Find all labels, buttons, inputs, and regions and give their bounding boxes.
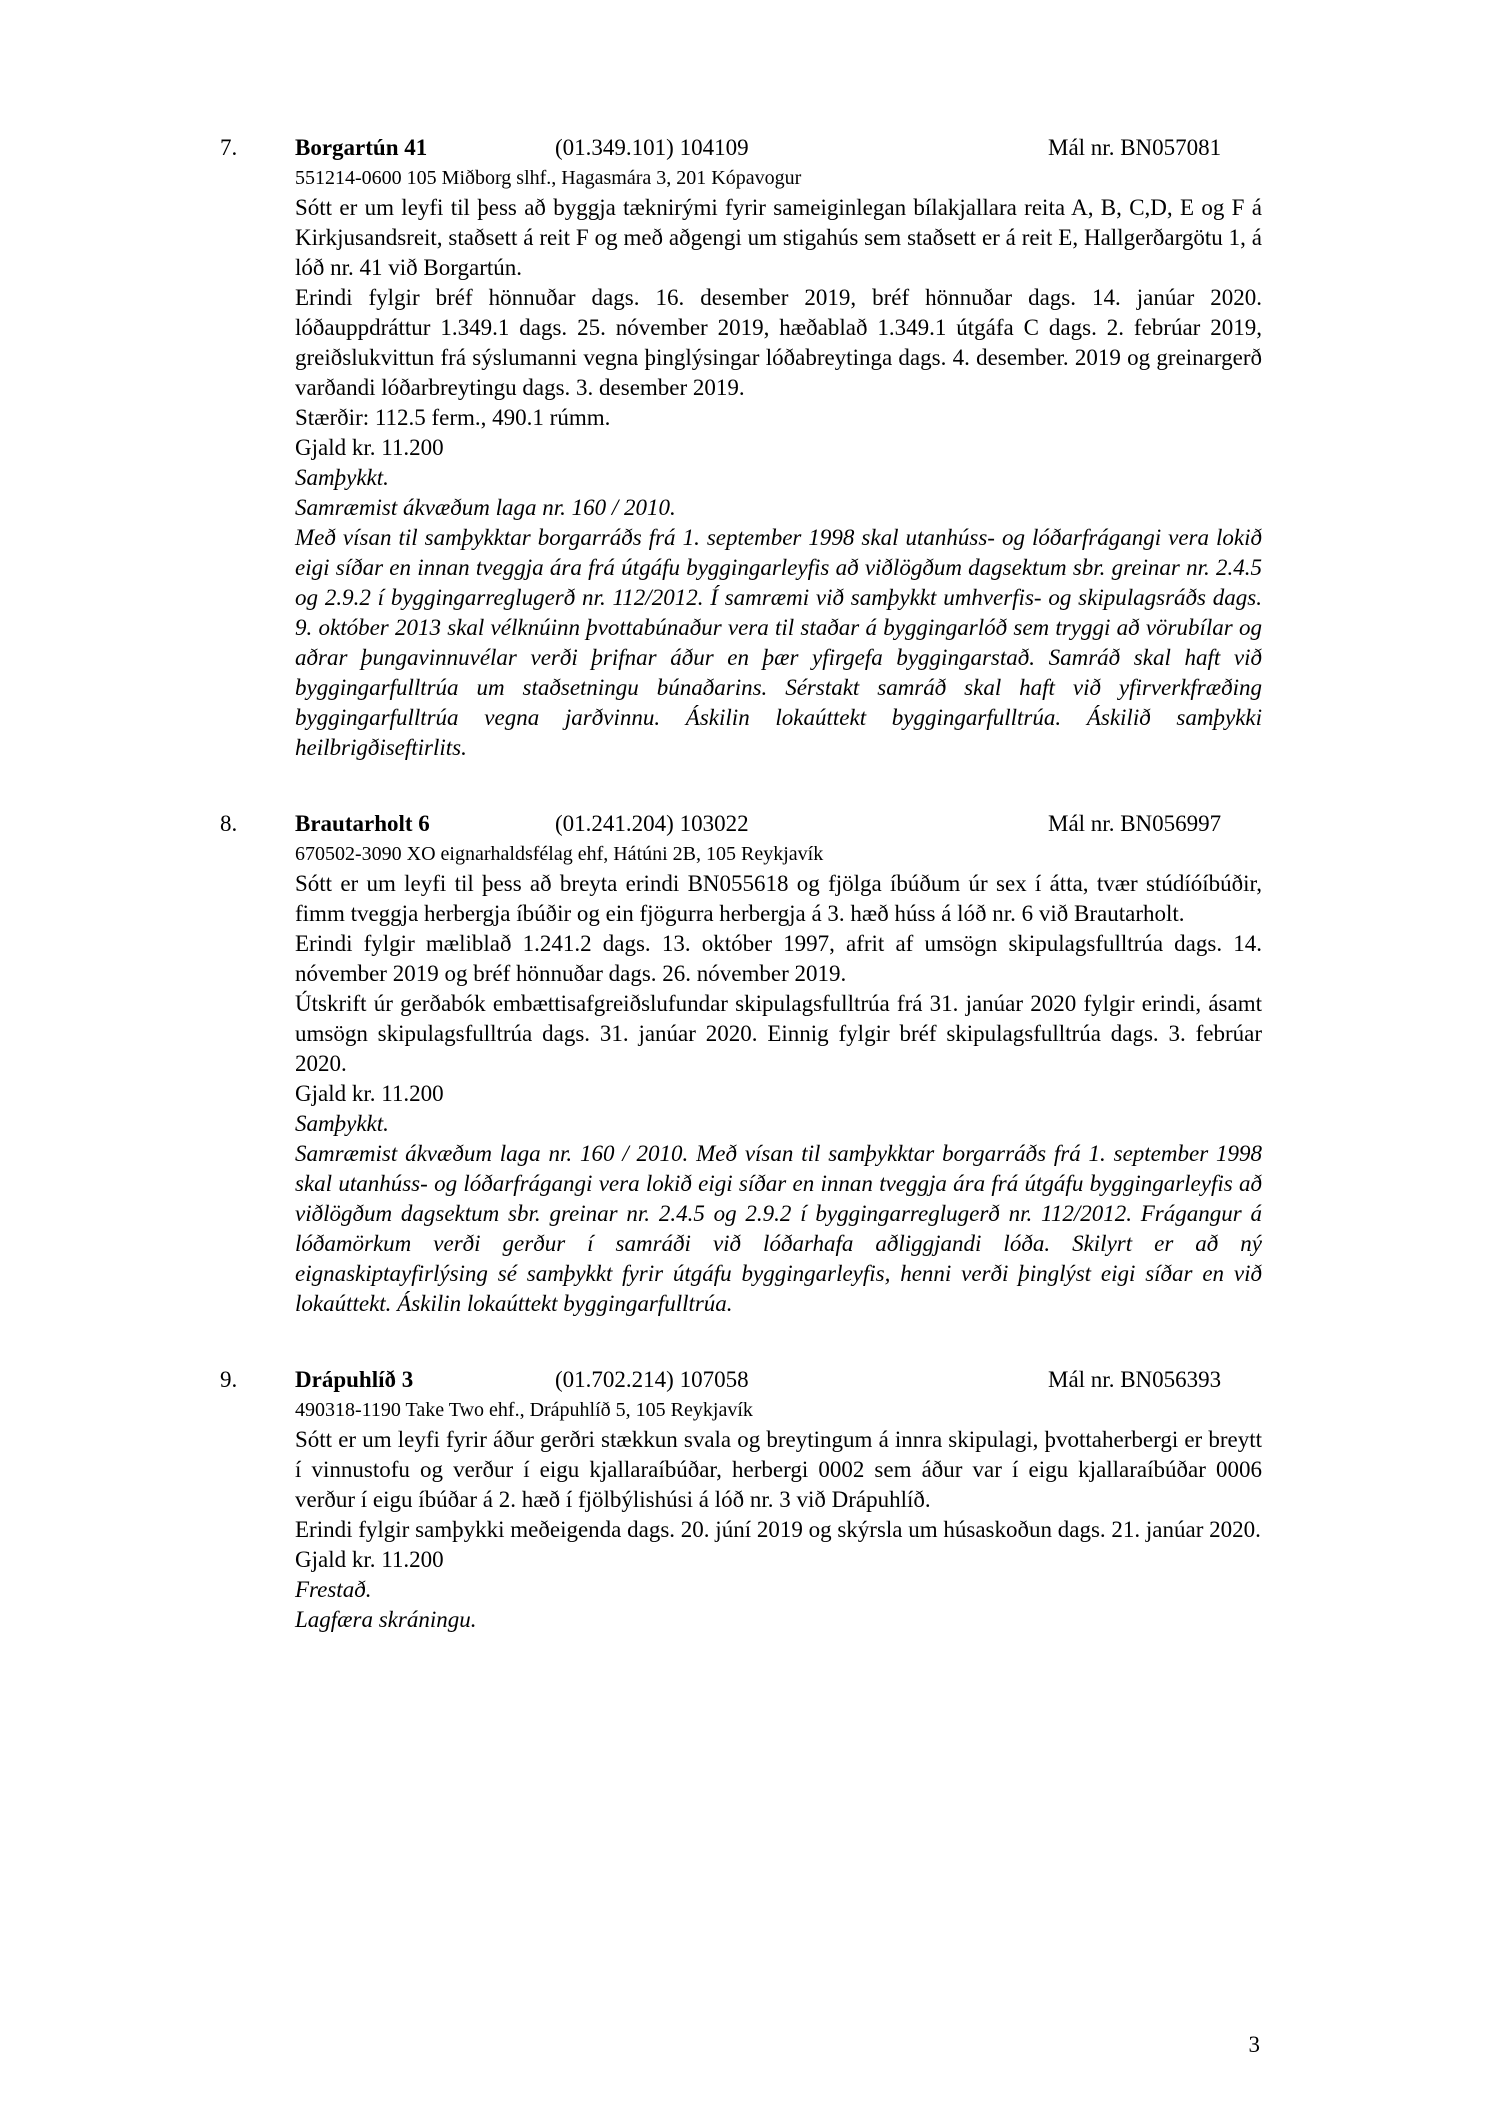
- agenda-item: [220, 133, 1262, 763]
- paragraph: Samþykkt.: [295, 465, 389, 490]
- item-title: Brautarholt 6: [295, 811, 430, 836]
- item-case-number: Mál nr. BN056997: [1048, 811, 1222, 836]
- paragraph: Gjald kr. 11.200: [295, 1547, 444, 1572]
- paragraph: Samræmist ákvæðum laga nr. 160 / 2010.: [295, 495, 676, 520]
- item-number: 7.: [220, 135, 238, 160]
- item-title: Drápuhlíð 3: [295, 1367, 414, 1392]
- paragraph: Samræmist ákvæðum laga nr. 160 / 2010. Með vísan til samþykktar borgarráðs frá 1. september 1998 skal utanhúss- og lóðarfrágangi vera lokið eigi síðar en innan tveggja ára frá útgáfu byggingarleyfis að viðlögðum dagsektum sbr. greinar nr. 2.4.5 og 2.9.2 í byggingarreglugerð nr. 112/2012. Frágangur á lóðamörkum verði gerður í samráði við lóðarhafa aðliggjandi lóða. Skilyrt er að ný eignaskiptayfirlýsing sé samþykkt fyrir útgáfu byggingarleyfis, henni verði þinglýst eigi síðar en við lokaúttekt. Áskilin lokaúttekt byggingarfulltrúa.: [295, 1141, 1262, 1316]
- item-case-number: Mál nr. BN057081: [1048, 135, 1222, 160]
- item-case-number: Mál nr. BN056393: [1048, 1367, 1222, 1392]
- page-number: 3: [1248, 2032, 1260, 2057]
- paragraph: Frestað.: [295, 1577, 372, 1602]
- item-title: Borgartún 41: [295, 135, 428, 160]
- item-header: [220, 133, 1262, 163]
- agenda-items: [220, 133, 1262, 1681]
- paragraph: Erindi fylgir bréf hönnuðar dags. 16. desember 2019, bréf hönnuðar dags. 14. janúar 2020. lóðauppdráttur 1.349.1 dags. 25. nóvember 2019, hæðablað 1.349.1 útgáfa C dags. 2. febrúar 2019, greiðslukvittun frá sýslumanni vegna þinglýsingar lóðabreytinga dags. 4. desember. 2019 og greinargerð varðandi lóðarbreytingu dags. 3. desember 2019.: [295, 285, 1262, 400]
- paragraph: Samþykkt.: [295, 1111, 389, 1136]
- item-owner-line: 670502-3090 XO eignarhaldsfélag ehf, Hátúni 2B, 105 Reykjavík: [295, 843, 824, 865]
- paragraph: Erindi fylgir samþykki meðeigenda dags. 20. júní 2019 og skýrsla um húsaskoðun dags. 21. janúar 2020.: [295, 1517, 1261, 1542]
- item-number: 9.: [220, 1367, 238, 1392]
- item-owner-line: 490318-1190 Take Two ehf., Drápuhlíð 5, 105 Reykjavík: [295, 1399, 753, 1421]
- paragraph: Gjald kr. 11.200: [295, 1081, 444, 1106]
- item-reference: (01.349.101) 104109: [555, 135, 749, 160]
- paragraph: Sótt er um leyfi til þess að byggja tæknirými fyrir sameiginlegan bílakjallara reita A, B, C,D, E og F á Kirkjusandsreit, staðsett á reit F og með aðgengi um stigahús sem staðsett er á reit E, Hallgerðargötu 1, á lóð nr. 41 við Borgartún.: [295, 195, 1262, 280]
- item-header: [220, 1365, 1262, 1395]
- paragraph: Með vísan til samþykktar borgarráðs frá 1. september 1998 skal utanhúss- og lóðarfrágangi vera lokið eigi síðar en innan tveggja ára frá útgáfu byggingarleyfis að viðlögðum dagsektum sbr. greinar nr. 2.4.5 og 2.9.2 í byggingarreglugerð nr. 112/2012. Í samræmi við samþykkt umhverfis- og skipulagsráðs dags. 9. október 2013 skal vélknúinn þvottabúnaður vera til staðar á byggingarlóð sem tryggi að vörubílar og aðrar þungavinnuvélar verði þrifnar áður en þær yfirgefa byggingarstað. Samráð skal haft við byggingarfulltrúa um staðsetningu búnaðarins. Sérstakt samráð skal haft við yfirverkfræðing byggingarfulltrúa vegna jarðvinnu. Áskilin lokaúttekt byggingarfulltrúa. Áskilið samþykki heilbrigðiseftirlits.: [295, 525, 1262, 760]
- paragraph: Sótt er um leyfi fyrir áður gerðri stækkun svala og breytingum á innra skipulagi, þvottaherbergi er breytt í vinnustofu og verður í eigu kjallaraíbúðar, herbergi 0002 sem áður var í eigu kjallaraíbúðar 0006 verður í eigu íbúðar á 2. hæð í fjölbýlishúsi á lóð nr. 3 við Drápuhlíð.: [295, 1427, 1262, 1512]
- paragraph: Gjald kr. 11.200: [295, 435, 444, 460]
- agenda-item: [220, 1365, 1262, 1635]
- paragraph: Útskrift úr gerðabók embættisafgreiðslufundar skipulagsfulltrúa frá 31. janúar 2020 fylgir erindi, ásamt umsögn skipulagsfulltrúa dags. 31. janúar 2020. Einnig fylgir bréf skipulagsfulltrúa dags. 3. febrúar 2020.: [295, 991, 1262, 1076]
- item-number: 8.: [220, 811, 238, 836]
- item-header: [220, 809, 1262, 839]
- item-reference: (01.241.204) 103022: [555, 811, 749, 836]
- item-owner-line: 551214-0600 105 Miðborg slhf., Hagasmára 3, 201 Kópavogur: [295, 167, 802, 189]
- paragraph: Erindi fylgir mæliblað 1.241.2 dags. 13. október 1997, afrit af umsögn skipulagsfulltrúa dags. 14. nóvember 2019 og bréf hönnuðar dags. 26. nóvember 2019.: [295, 931, 1262, 986]
- paragraph: Lagfæra skráningu.: [295, 1607, 477, 1632]
- paragraph: Stærðir: 112.5 ferm., 490.1 rúmm.: [295, 405, 611, 430]
- item-reference: (01.702.214) 107058: [555, 1367, 749, 1392]
- agenda-item: [220, 809, 1262, 1319]
- paragraph: Sótt er um leyfi til þess að breyta erindi BN055618 og fjölga íbúðum úr sex í átta, tvær stúdíóíbúðir, fimm tveggja herbergja íbúðir og ein fjögurra herbergja á 3. hæð húss á lóð nr. 6 við Brautarholt.: [295, 871, 1262, 926]
